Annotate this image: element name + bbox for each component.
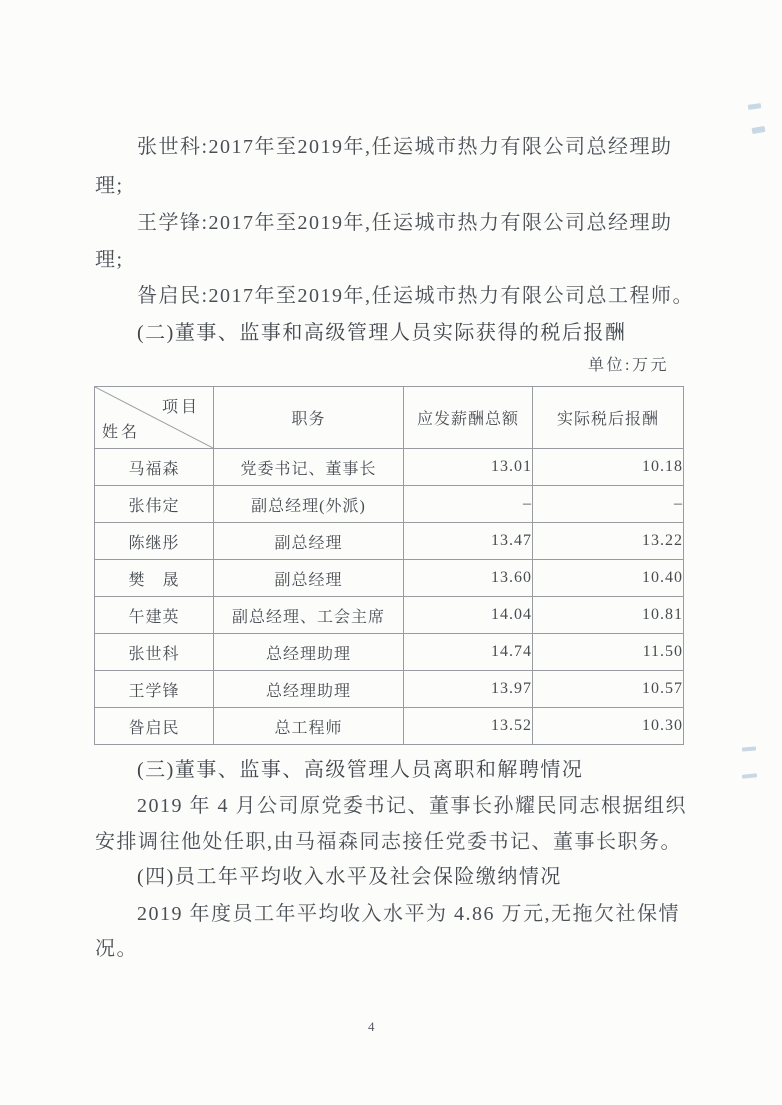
net-pay-cell: 11.50 <box>533 634 684 671</box>
position-cell: 总经理助理 <box>214 634 404 671</box>
net-pay-cell: 10.30 <box>533 708 684 745</box>
net-pay-cell: – <box>533 486 684 523</box>
gross-pay-cell: 13.97 <box>404 671 533 708</box>
table-header-row <box>95 387 684 449</box>
position-cell: 总经理助理 <box>214 671 404 708</box>
section-4-heading: (四)员工年平均收入水平及社会保险缴纳情况 <box>137 866 562 888</box>
net-pay-cell: 10.40 <box>533 560 684 597</box>
net-pay-cell: 10.18 <box>533 449 684 486</box>
net-pay-cell: 13.22 <box>533 523 684 560</box>
gross-pay-cell: 13.01 <box>404 449 533 486</box>
gross-pay-cell: – <box>404 486 533 523</box>
section-3-heading: (三)董事、监事、高级管理人员离职和解聘情况 <box>137 759 584 781</box>
position-cell: 总工程师 <box>214 708 404 745</box>
net-pay-cell: 10.57 <box>533 671 684 708</box>
table-corner-cell <box>95 387 214 449</box>
paragraph-line: 况。 <box>95 938 138 960</box>
paragraph-line: 昝启民:2017年至2019年,任运城市热力有限公司总工程师。 <box>137 285 695 307</box>
gross-pay-cell: 14.04 <box>404 597 533 634</box>
table-row <box>95 449 684 486</box>
paragraph-line: 王学锋:2017年至2019年,任运城市热力有限公司总经理助 <box>137 212 673 234</box>
scan-mark <box>752 126 766 134</box>
page-number: 4 <box>368 1019 375 1034</box>
name-cell: 樊 晟 <box>95 560 214 597</box>
table-row <box>95 708 684 745</box>
table-row <box>95 523 684 560</box>
paragraph-line: 张世科:2017年至2019年,任运城市热力有限公司总经理助 <box>137 136 673 158</box>
scan-mark <box>742 773 757 779</box>
position-cell: 副总经理(外派) <box>214 486 404 523</box>
position-cell: 副总经理、工会主席 <box>214 597 404 634</box>
gross-pay-cell: 14.74 <box>404 634 533 671</box>
position-cell: 副总经理 <box>214 523 404 560</box>
gross-pay-cell: 13.60 <box>404 560 533 597</box>
scan-mark <box>742 746 756 751</box>
table-row <box>95 671 684 708</box>
table-row <box>95 634 684 671</box>
name-cell: 昝启民 <box>95 708 214 745</box>
paragraph-line: 2019 年度员工年平均收入水平为 4.86 万元,无拖欠社保情 <box>137 903 680 925</box>
section-2-heading: (二)董事、监事和高级管理人员实际获得的税后报酬 <box>137 322 627 344</box>
paragraph-line: 2019 年 4 月公司原党委书记、董事长孙耀民同志根据组织 <box>137 795 687 817</box>
corner-label-item: 项目 <box>161 399 200 416</box>
paragraph-line: 安排调往他处任职,由马福森同志接任党委书记、董事长职务。 <box>95 831 682 853</box>
position-cell: 副总经理 <box>214 560 404 597</box>
paragraph-line: 理; <box>95 249 124 271</box>
name-cell: 陈继彤 <box>95 523 214 560</box>
table-row <box>95 597 684 634</box>
scan-mark <box>748 103 762 110</box>
name-cell: 王学锋 <box>95 671 214 708</box>
table-row <box>95 560 684 597</box>
table-row <box>95 486 684 523</box>
unit-label: 单位:万元 <box>588 357 669 374</box>
name-cell: 午建英 <box>95 597 214 634</box>
name-cell: 张世科 <box>95 634 214 671</box>
column-header-net-pay: 实际税后报酬 <box>533 387 684 449</box>
column-header-gross-pay: 应发薪酬总额 <box>404 387 533 449</box>
name-cell: 张伟定 <box>95 486 214 523</box>
column-header-position: 职务 <box>214 387 404 449</box>
net-pay-cell: 10.81 <box>533 597 684 634</box>
paragraph-line: 理; <box>95 175 124 197</box>
name-cell: 马福森 <box>95 449 214 486</box>
compensation-table <box>94 386 684 745</box>
gross-pay-cell: 13.47 <box>404 523 533 560</box>
corner-label-name: 姓名 <box>102 424 141 441</box>
position-cell: 党委书记、董事长 <box>214 449 404 486</box>
gross-pay-cell: 13.52 <box>404 708 533 745</box>
